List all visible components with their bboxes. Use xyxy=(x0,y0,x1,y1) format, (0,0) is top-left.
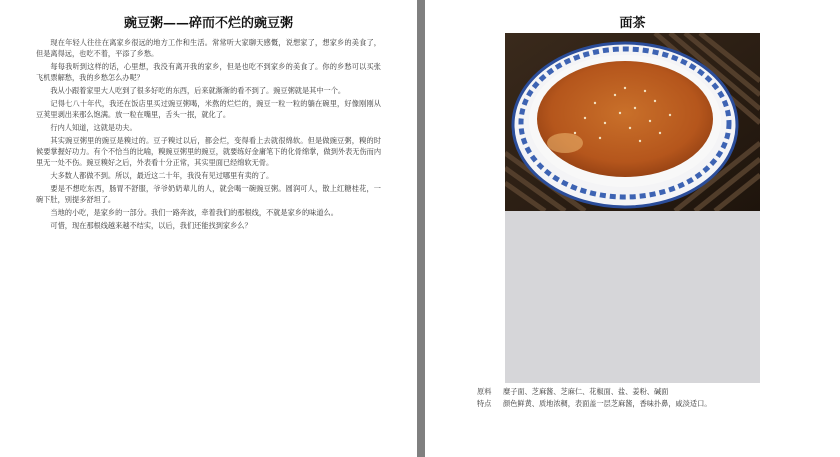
ingredients-label: 原料 xyxy=(477,387,492,396)
article-title: 豌豆粥——碎而不烂的豌豆粥 xyxy=(123,16,293,31)
paragraph: 大多数人都做不到。所以，最近这二十年，我没有见过哪里有卖的了。 xyxy=(50,171,274,180)
ingredients-text: 糜子面、芝麻酱、芝麻仁、花椒面、盐、姜粉、碱面 xyxy=(503,387,669,396)
mian-cha-bowl-image xyxy=(505,33,760,211)
paragraph: 每每我听到这样的话，心里想，我没有离开我的家乡，但是也吃不到家乡的美食了。你的乡愁可以买张飞机票解愁，我的乡愁怎么办呢？ xyxy=(36,62,381,82)
recipe-title: 面茶 xyxy=(619,16,646,31)
left-page xyxy=(0,0,417,457)
recipe-info xyxy=(477,386,797,410)
paragraph: 记得七八十年代，我还在饭店里买过豌豆粥喝，米熬的烂烂的，豌豆一粒一粒的躺在碗里，好像刚刚从豆荚里剥出来那么饱满。放一粒在嘴里，舌头一抿，就化了。 xyxy=(36,99,381,119)
paragraph: 要是不想吃东西，肠胃不舒服，爷爷奶奶辈儿的人，就会喝一碗豌豆粥。圆润可人，散上红糖桂花，一碗下肚，别提多舒坦了。 xyxy=(36,184,381,204)
features-text: 颜色鲜黄、质地浓稠，表面盖一层芝麻酱，香味扑鼻，咸淡适口。 xyxy=(503,399,712,408)
article-body xyxy=(0,33,417,231)
paragraph: 可惜，现在那根线越来越不结实，以后，我们还能找到家乡么？ xyxy=(50,221,252,230)
paragraph: 其实豌豆粥里的豌豆是糗过的。豆子糗过以后，都会烂，变得看上去就很绵软。但是做豌豆粥，糗的时候要掌握好功力。有个不恰当的比喻，糗豌豆粥里的豌豆，就要练好金庸笔下的化骨绵掌，做到外表无伤而内里无一处不伤。豌豆糗好之后，外表看十分正常，其实里面已经绵软无骨。 xyxy=(36,136,382,167)
paragraph: 现在年轻人往往在离家乡很远的地方工作和生活。常常听大家聊天感慨，说想家了，想家乡的美食了，但是离得远，也吃不着，平添了乡愁。 xyxy=(36,38,381,58)
right-page xyxy=(425,0,840,457)
features-row xyxy=(477,398,797,410)
features-label: 特点 xyxy=(477,399,492,408)
paragraph: 我从小跟着家里大人吃到了很多好吃的东西，后来就渐渐的看不到了。豌豆粥就是其中一个。 xyxy=(50,86,346,95)
ingredients-row xyxy=(477,386,797,398)
paragraph: 当地的小吃，是家乡的一部分。我们一路奔波，牵着我们的那根线，不就是家乡的味道么。 xyxy=(50,208,338,217)
paragraph: 行内人知道，这就是功夫。 xyxy=(50,123,137,132)
dish-photo xyxy=(505,33,760,383)
